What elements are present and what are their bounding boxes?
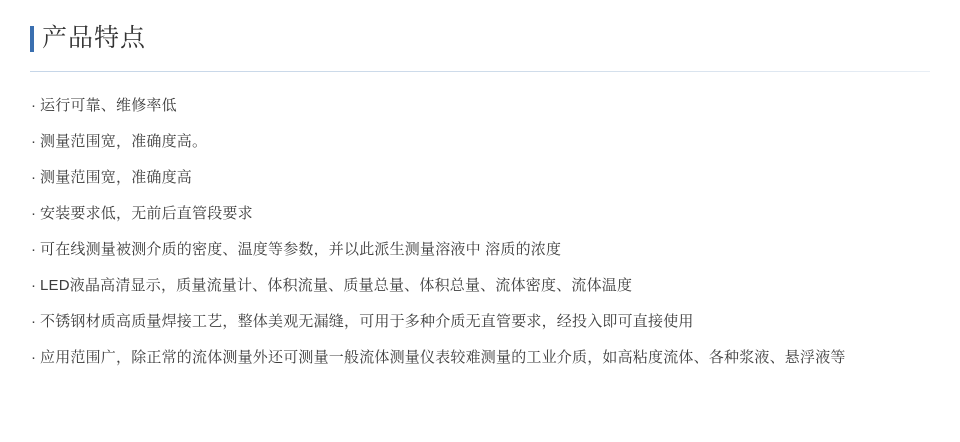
page-title: 产品特点 bbox=[42, 24, 147, 52]
bullet-icon: · bbox=[31, 169, 36, 186]
feature-text: 运行可靠、维修率低 bbox=[40, 97, 177, 114]
bullet-icon: · bbox=[31, 133, 36, 150]
list-item bbox=[30, 312, 930, 332]
list-item bbox=[30, 132, 930, 152]
feature-text: 不锈钢材质高质量焊接工艺，整体美观无漏缝，可用于多种介质无直管要求，经投入即可直接使用 bbox=[40, 313, 694, 330]
bullet-icon: · bbox=[31, 349, 36, 366]
feature-text: 可在线测量被测介质的密度、温度等参数，并以此派生测量溶液中 溶质的浓度 bbox=[40, 241, 562, 258]
list-item bbox=[30, 168, 930, 188]
feature-text: LED液晶高清显示，质量流量计、体积流量、质量总量、体积总量、流体密度、流体温度 bbox=[40, 277, 633, 294]
feature-text: 安装要求低，无前后直管段要求 bbox=[40, 205, 253, 222]
list-item bbox=[30, 276, 930, 296]
page-header bbox=[30, 0, 930, 54]
feature-text: 测量范围宽，准确度高。 bbox=[40, 133, 208, 150]
bullet-icon: · bbox=[31, 313, 36, 330]
bullet-icon: · bbox=[31, 205, 36, 222]
title-accent-bar bbox=[30, 26, 34, 52]
feature-text: 应用范围广，除正常的流体测量外还可测量一般流体测量仪表较难测量的工业介质，如高粘度流体、各种浆液、悬浮液等 bbox=[40, 349, 846, 366]
list-item bbox=[30, 348, 930, 368]
feature-list bbox=[30, 96, 930, 368]
list-item bbox=[30, 96, 930, 116]
bullet-icon: · bbox=[31, 97, 36, 114]
list-item bbox=[30, 204, 930, 224]
bullet-icon: · bbox=[31, 241, 36, 258]
list-item bbox=[30, 240, 930, 260]
feature-text: 测量范围宽，准确度高 bbox=[40, 169, 193, 186]
bullet-icon: · bbox=[31, 277, 36, 294]
header-divider bbox=[30, 71, 930, 72]
